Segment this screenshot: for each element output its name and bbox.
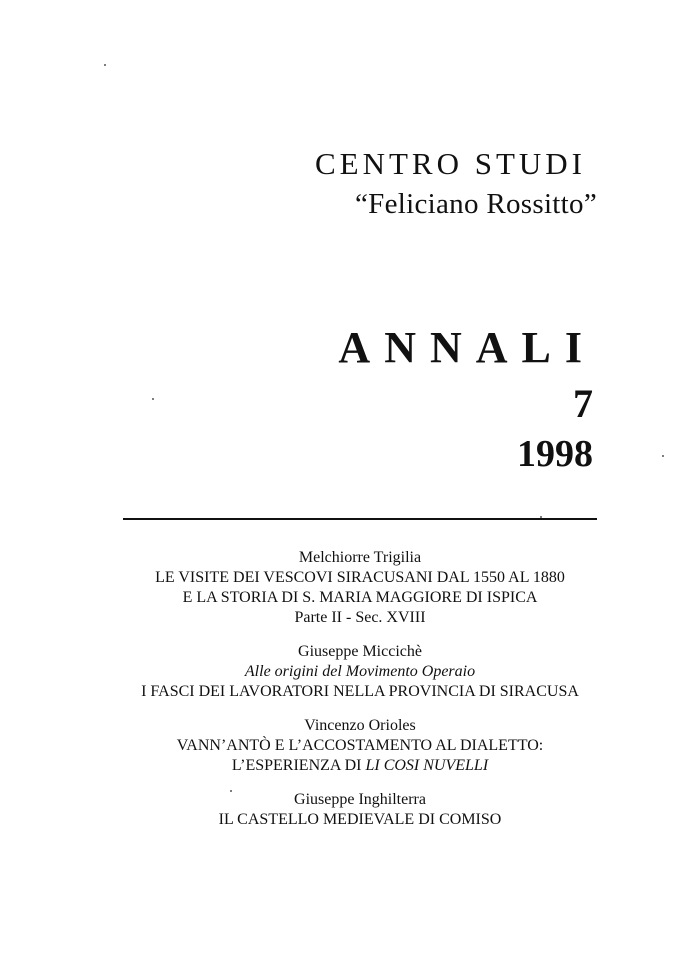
entry-subtitle: Alle origini del Movimento Operaio [244, 663, 476, 680]
contents-entry [100, 716, 620, 776]
paper-speck [152, 398, 154, 400]
entry-title-italic: LI COSI NUVELLI [365, 757, 489, 774]
entry-title-line: IL CASTELLO MEDIEVALE DI COMISO [218, 811, 502, 828]
paper-speck [230, 790, 232, 792]
entry-author: Giuseppe Miccichè [298, 643, 422, 660]
contents-entry [100, 790, 620, 830]
volume-number: 7 [573, 381, 593, 426]
table-of-contents [100, 548, 620, 844]
publisher-name: CENTRO STUDI [314, 146, 586, 181]
contents-entry [100, 548, 620, 628]
paper-speck [662, 455, 664, 457]
paper-speck [540, 516, 542, 518]
contents-entry [100, 642, 620, 702]
entry-title-line: E LA STORIA DI S. MARIA MAGGIORE DI ISPICA [182, 589, 538, 606]
publisher-subtitle: “Feliciano Rossitto” [355, 188, 597, 220]
series-title: ANNALI [338, 323, 596, 372]
entry-title-line: LE VISITE DEI VESCOVI SIRACUSANI DAL 1550 AL 1880 [155, 569, 565, 586]
entry-author: Giuseppe Inghilterra [294, 791, 426, 808]
entry-author: Melchiorre Trigilia [298, 549, 422, 566]
entry-title-line: Parte II - Sec. XVIII [294, 609, 426, 626]
entry-title-prefix: L’ESPERIENZA DI [231, 757, 366, 774]
entry-title-line [100, 756, 620, 776]
entry-author: Vincenzo Orioles [304, 717, 416, 734]
entry-title-line: I FASCI DEI LAVORATORI NELLA PROVINCIA DI SIRACUSA [141, 683, 579, 700]
divider-rule [123, 518, 597, 520]
entry-title-line: VANN’ANTÒ E L’ACCOSTAMENTO AL DIALETTO: [176, 737, 544, 754]
paper-speck [104, 64, 106, 66]
publication-year: 1998 [517, 433, 593, 475]
